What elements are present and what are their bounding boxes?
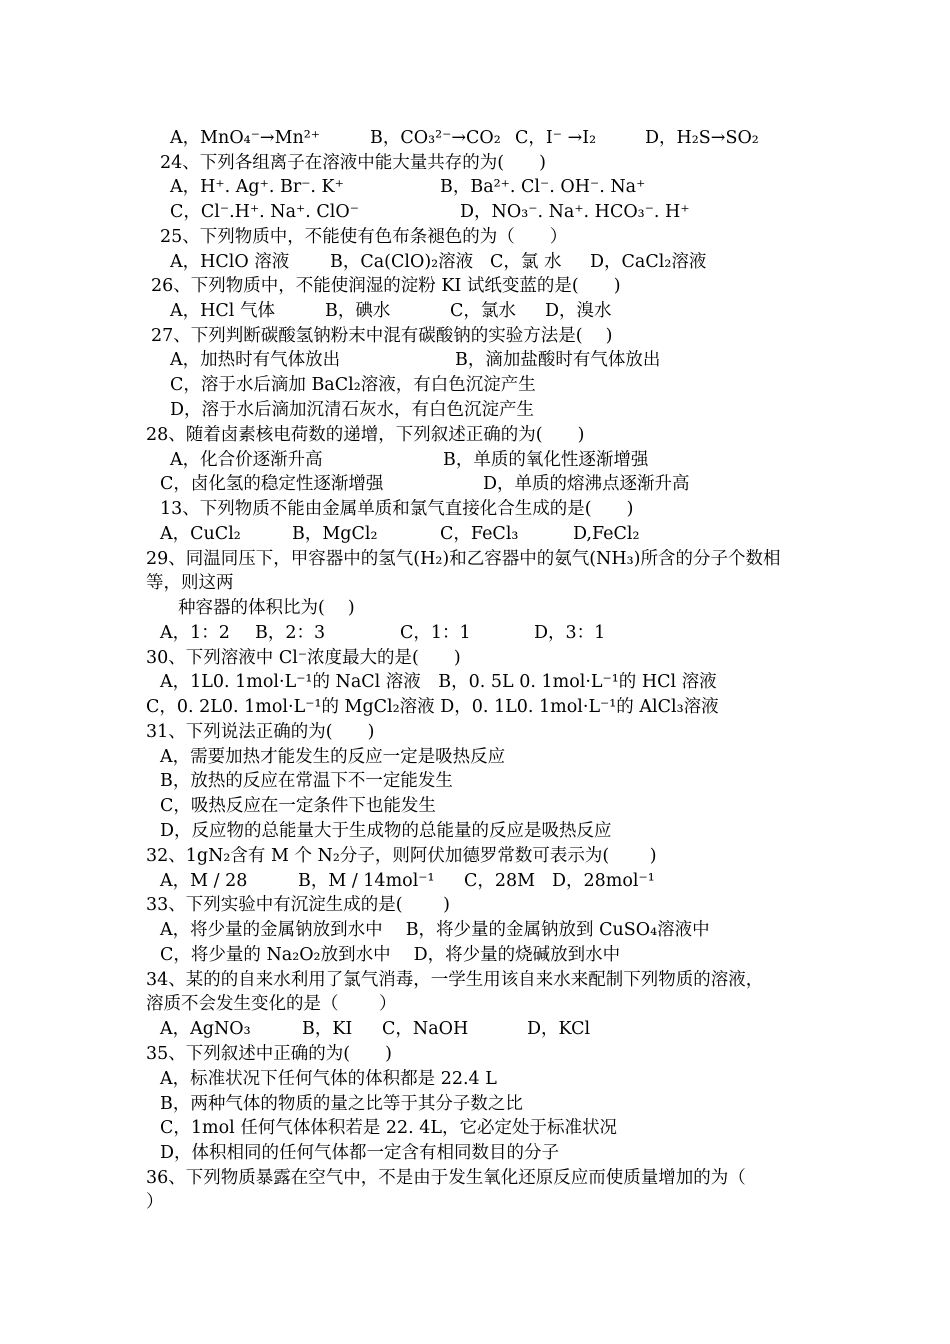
line-q34-options: [160, 1017, 780, 1041]
line-q24-cd: [170, 200, 790, 224]
option-q29-options-1: B，2：3: [255, 623, 326, 643]
option-q28-cd-1: D，单质的熔沸点逐渐升高: [483, 474, 690, 494]
option-q34-options-3: D，KCl: [527, 1019, 591, 1039]
option-q34-options-1: B，KI: [302, 1019, 353, 1039]
option-q23-options-3: D，H₂S→SO₂: [645, 128, 759, 148]
line-q27-stem: 27、下列判断碳酸氢钠粉末中混有碳酸钠的实验方法是( ): [151, 326, 613, 346]
option-q26-options-0: A，HCl 气体: [170, 301, 275, 321]
line-q24-stem: 24、下列各组离子在溶液中能大量共存的为( ): [160, 153, 546, 173]
line-q34-stem-2: 溶质不会发生变化的是（ ）: [146, 994, 397, 1014]
line-q27-c: C，溶于水后滴加 BaCl₂溶液，有白色沉淀产生: [170, 375, 536, 395]
line-q30-cd: C，0. 2L0. 1mol·L⁻¹的 MgCl₂溶液 D，0. 1L0. 1mol·L⁻¹的 AlCl₃溶液: [146, 697, 719, 717]
option-q34-options-0: A，AgNO₃: [160, 1019, 251, 1039]
option-q32-options-0: A，M / 28: [160, 871, 248, 891]
line-q33-stem: 33、下列实验中有沉淀生成的是( ): [146, 895, 450, 915]
line-q34-stem-1: 34、某的的自来水利用了氯气消毒，一学生用该自来水来配制下列物质的溶液，: [146, 970, 764, 990]
line-q31-a: A，需要加热才能发生的反应一定是吸热反应: [160, 747, 506, 767]
line-q35-b: B，两种气体的物质的量之比等于其分子数之比: [160, 1094, 523, 1114]
line-q36-stem-1: 36、下列物质暴露在空气中，不是由于发生氧化还原反应而使质量增加的为（: [146, 1168, 746, 1188]
option-q29-options-2: C，1：1: [400, 623, 471, 643]
line-q27-ab: [170, 348, 790, 372]
line-q30-stem: 30、下列溶液中 Cl⁻浓度最大的是( ): [146, 648, 461, 668]
line-q25-options: [170, 250, 790, 274]
line-q33-ab: A，将少量的金属钠放到水中 B，将少量的金属钠放到 CuSO₄溶液中: [160, 920, 710, 940]
option-q24-ab-1: B，Ba²⁺. Cl⁻. OH⁻. Na⁺: [440, 177, 646, 197]
option-q23-options-0: A，MnO₄⁻→Mn²⁺: [170, 128, 321, 148]
line-q29-stem-3: 种容器的体积比为( ): [178, 598, 355, 618]
line-q35-a: A，标准状况下任何气体的体积都是 22.4 L: [160, 1069, 497, 1089]
option-q26-options-3: D，溴水: [545, 301, 612, 321]
line-q35-stem: 35、下列叙述中正确的为( ): [146, 1044, 392, 1064]
option-q23-options-1: B，CO₃²⁻→CO₂: [370, 128, 501, 148]
option-q32-options-1: B，M / 14mol⁻¹: [298, 871, 435, 891]
line-q29-stem-1: 29、同温同压下，甲容器中的氢气(H₂)和乙容器中的氨气(NH₃)所含的分子个数相: [146, 549, 781, 569]
option-q13-options-2: C，FeCl₃: [440, 524, 519, 544]
line-q23-options: [170, 126, 790, 150]
line-q29-stem-2: 等，则这两: [146, 573, 234, 593]
option-q28-cd-0: C，卤化氢的稳定性逐渐增强: [160, 474, 384, 494]
option-q24-cd-1: D，NO₃⁻. Na⁺. HCO₃⁻. H⁺: [460, 202, 690, 222]
line-q24-ab: [170, 175, 790, 199]
option-q25-options-3: D，CaCl₂溶液: [590, 252, 707, 272]
line-q35-d: D，体积相同的任何气体都一定含有相同数目的分子: [160, 1143, 560, 1163]
line-q30-ab: A，1L0. 1mol·L⁻¹的 NaCl 溶液 B，0. 5L 0. 1mol·L⁻¹的 HCl 溶液: [160, 672, 717, 692]
line-q35-c: C，1mol 任何气体体积若是 22. 4L，它必定处于标准状况: [160, 1118, 618, 1138]
line-q13-stem: 13、下列物质不能由金属单质和氯气直接化合生成的是( ): [160, 499, 634, 519]
line-q32-stem: 32、1gN₂含有 M 个 N₂分子，则阿伏加德罗常数可表示为( ): [146, 846, 657, 866]
line-q28-cd: [160, 472, 780, 496]
option-q24-ab-0: A，H⁺. Ag⁺. Br⁻. K⁺: [170, 177, 344, 197]
option-q27-ab-0: A，加热时有气体放出: [170, 350, 341, 370]
line-q13-options: [160, 522, 780, 546]
option-q34-options-2: C，NaOH: [382, 1019, 469, 1039]
option-q28-ab-0: A，化合价逐渐升高: [170, 450, 323, 470]
line-q26-options: [170, 299, 790, 323]
option-q13-options-3: D,FeCl₂: [573, 524, 640, 544]
line-q31-stem: 31、下列说法正确的为( ): [146, 722, 375, 742]
option-q13-options-1: B，MgCl₂: [292, 524, 378, 544]
line-q36-stem-2: ）: [146, 1192, 164, 1212]
option-q28-ab-1: B，单质的氧化性逐渐增强: [443, 450, 649, 470]
option-q13-options-0: A，CuCl₂: [160, 524, 241, 544]
line-q31-c: C，吸热反应在一定条件下也能发生: [160, 796, 436, 816]
line-q25-stem: 25、下列物质中，不能使有色布条褪色的为（ ）: [160, 227, 568, 247]
option-q25-options-2: C，氯 水: [490, 252, 562, 272]
option-q29-options-3: D，3：1: [534, 623, 606, 643]
option-q32-options-2: C，28M: [464, 871, 536, 891]
option-q25-options-0: A，HClO 溶液: [170, 252, 290, 272]
option-q24-cd-0: C，Cl⁻.H⁺. Na⁺. ClO⁻: [170, 202, 359, 222]
option-q25-options-1: B，Ca(ClO)₂溶液: [330, 252, 474, 272]
option-q32-options-3: D，28mol⁻¹: [552, 871, 655, 891]
option-q23-options-2: C，I⁻ →I₂: [515, 128, 597, 148]
option-q26-options-1: B，碘水: [325, 301, 391, 321]
line-q31-b: B，放热的反应在常温下不一定能发生: [160, 771, 453, 791]
line-q27-d: D，溶于水后滴加沉清石灰水，有白色沉淀产生: [170, 400, 535, 420]
line-q26-stem: 26、下列物质中，不能使润湿的淀粉 KI 试纸变蓝的是( ): [151, 276, 621, 296]
line-q32-options: [160, 869, 780, 893]
line-q29-options: [160, 621, 780, 645]
line-q33-cd: C，将少量的 Na₂O₂放到水中 D，将少量的烧碱放到水中: [160, 945, 621, 965]
option-q29-options-0: A，1：2: [160, 623, 230, 643]
line-q28-ab: [170, 448, 790, 472]
option-q27-ab-1: B，滴加盐酸时有气体放出: [455, 350, 661, 370]
line-q31-d: D，反应物的总能量大于生成物的总能量的反应是吸热反应: [160, 821, 612, 841]
line-q28-stem: 28、随着卤素核电荷数的递增，下列叙述正确的为( ): [146, 425, 585, 445]
option-q26-options-2: C，氯水: [450, 301, 516, 321]
